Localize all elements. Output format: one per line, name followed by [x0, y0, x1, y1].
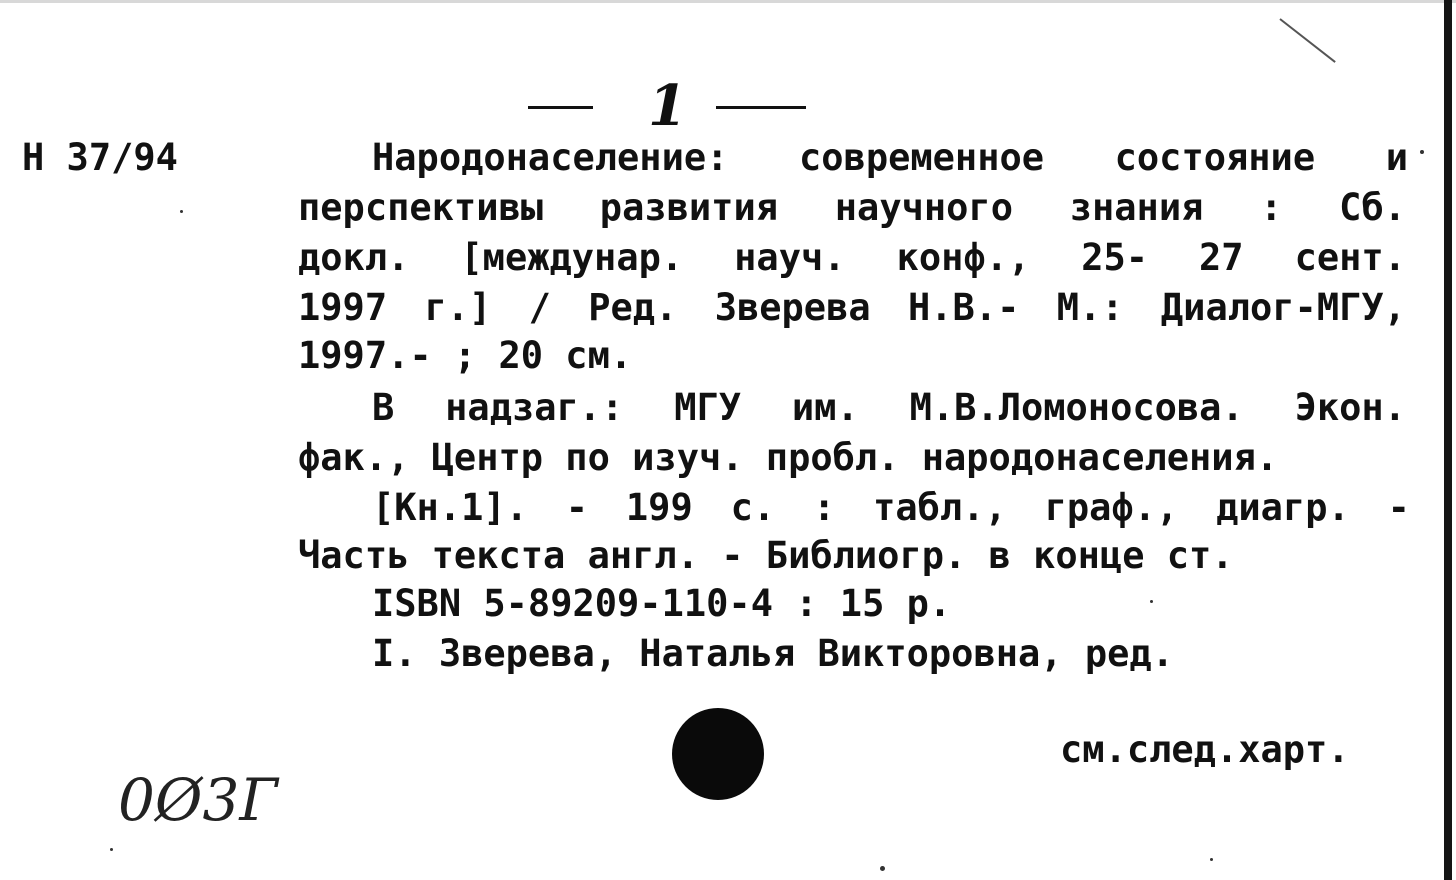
- card-line-6: [372, 388, 1406, 428]
- card-word: конф.,: [896, 236, 1031, 279]
- card-word: :: [1260, 186, 1283, 229]
- card-word: /: [528, 286, 551, 329]
- scan-speck: [880, 866, 885, 871]
- card-word: Зверева: [714, 286, 871, 329]
- card-line-7: фак., Центр по изуч. пробл. народонаселения.: [298, 436, 1279, 479]
- card-word: 1997: [298, 286, 388, 329]
- card-word: развития: [599, 186, 779, 229]
- card-word: с.: [730, 486, 776, 529]
- card-word: МГУ: [674, 386, 742, 429]
- card-word: Ред.: [588, 286, 678, 329]
- card-word: -: [565, 486, 589, 529]
- card-word: перспективы: [298, 186, 544, 229]
- continuation-note: см.след.харт.: [1060, 728, 1350, 771]
- scan-speck: [1150, 600, 1153, 603]
- card-line-10: ISBN 5-89209-110-4 : 15 р.: [372, 582, 952, 625]
- card-word: Народонаселение:: [372, 136, 729, 179]
- card-line-1: [372, 138, 1408, 178]
- card-line-8: [372, 488, 1410, 528]
- card-number: [528, 73, 828, 139]
- card-word: -: [1387, 486, 1410, 529]
- handwritten-mark: 0Ø3Г: [118, 766, 278, 834]
- card-word: [междунар.: [460, 236, 684, 279]
- card-line-3: [298, 238, 1406, 278]
- card-right-edge: [1444, 0, 1452, 880]
- card-word: г.]: [424, 286, 492, 329]
- card-word: М.:: [1056, 286, 1124, 329]
- card-word: Сб.: [1339, 186, 1406, 229]
- card-word: Экон.: [1294, 386, 1406, 429]
- card-word: и: [1385, 136, 1408, 179]
- scan-speck: [1210, 858, 1213, 861]
- call-number: Н 37/94: [22, 136, 178, 179]
- card-word: В: [372, 386, 395, 429]
- card-word: 25-: [1081, 236, 1149, 279]
- card-word: сент.: [1294, 236, 1406, 279]
- card-number-dash-right: [716, 106, 806, 109]
- card-word: [Кн.1].: [372, 486, 528, 529]
- punch-hole: [672, 708, 764, 800]
- scan-speck: [1420, 150, 1424, 154]
- card-word: знания: [1069, 186, 1204, 229]
- card-number-value: 1: [648, 73, 687, 139]
- card-word: состояние: [1114, 136, 1316, 179]
- card-line-9: Часть текста англ. - Библиогр. в конце ст.: [298, 534, 1234, 577]
- card-word: 199: [625, 486, 693, 529]
- card-word: надзаг.:: [445, 386, 624, 429]
- card-word: :: [812, 486, 836, 529]
- card-line-5: 1997.- ; 20 см.: [298, 334, 633, 377]
- card-word: им.: [791, 386, 859, 429]
- scan-speck: [110, 848, 113, 851]
- card-word: науч.: [734, 236, 846, 279]
- corner-scratch: [1279, 18, 1335, 63]
- card-word: граф.,: [1044, 486, 1179, 529]
- card-word: диагр.: [1216, 486, 1350, 529]
- card-word: докл.: [298, 236, 410, 279]
- card-word: научного: [834, 186, 1013, 229]
- card-word: 27: [1199, 236, 1244, 279]
- card-word: современное: [799, 136, 1045, 179]
- card-line-11: I. Зверева, Наталья Викторовна, ред.: [372, 632, 1174, 675]
- card-word: М.В.Ломоносова.: [909, 386, 1244, 429]
- card-word: Диалог-МГУ,: [1160, 286, 1406, 329]
- scan-speck: [180, 210, 183, 213]
- card-line-4: [298, 288, 1406, 328]
- card-line-2: [298, 188, 1406, 228]
- card-word: табл.,: [873, 486, 1007, 529]
- card-word: Н.В.-: [907, 286, 1020, 329]
- card-top-edge: [0, 0, 1456, 3]
- card-number-dash-left: [528, 106, 593, 109]
